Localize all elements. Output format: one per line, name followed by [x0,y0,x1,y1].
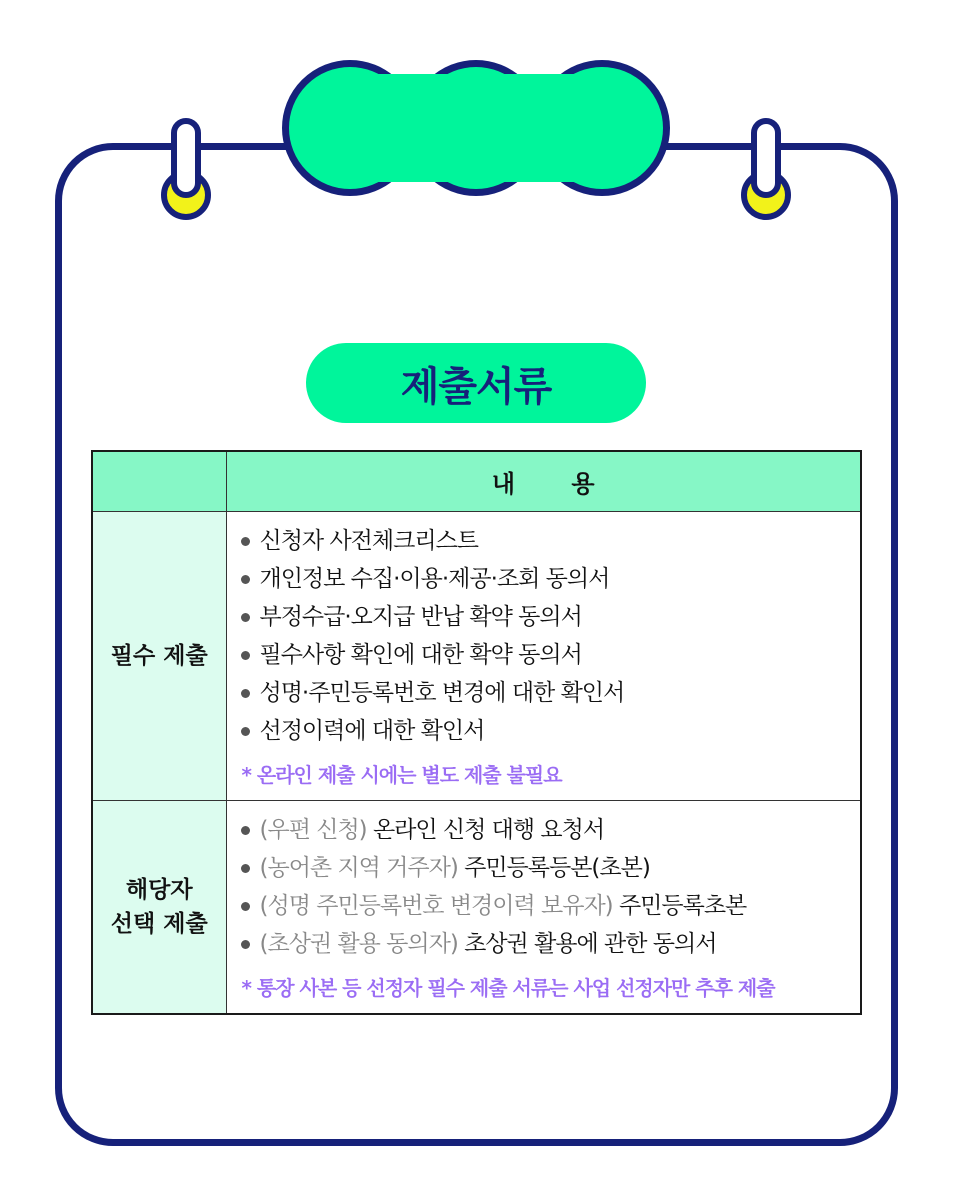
item-text: 신청자 사전체크리스트 [259,527,478,554]
binder-clip-right [751,118,781,198]
bullet-icon [241,651,250,660]
page-title: 제출서류 [400,363,552,410]
list-item [237,598,861,636]
item-condition: (초상권 활용 동의자) [259,930,465,957]
table-header-row [92,451,861,511]
list-item [237,674,861,712]
header-content-cell: 내 용 [226,451,861,511]
optional-note: * 통장 사본 등 선정자 필수 제출 서류는 사업 선정자만 추후 제출 [241,975,775,1000]
category-optional [92,800,226,1014]
item-text: 주민등록등본(초본) [464,854,650,881]
bullet-icon [241,902,250,911]
list-item [237,811,861,849]
item-text: 필수사항 확인에 대한 확약 동의서 [259,641,582,668]
title-badge [306,343,646,423]
item-text: 초상권 활용에 관한 동의서 [464,930,717,957]
item-text: 성명·주민등록번호 변경에 대한 확인서 [259,679,625,706]
optional-items-list [237,811,861,963]
category-optional-line1: 해당자 [125,876,193,903]
category-optional-line2: 선택 제출 [110,910,208,937]
documents-table [91,450,862,1015]
header-corner-cell [92,451,226,511]
bullet-icon [241,613,250,622]
list-item [237,522,861,560]
table-row-required [92,511,861,800]
bullet-icon [241,537,250,546]
list-item [237,560,861,598]
category-required: 필수 제출 [92,511,226,800]
bullet-icon [241,575,250,584]
table-row-optional [92,800,861,1014]
list-item [237,712,861,750]
required-list-cell [226,511,861,800]
optional-list-cell [226,800,861,1014]
list-item [237,849,861,887]
item-text: 온라인 신청 대행 요청서 [372,816,605,843]
required-items-list [237,522,861,750]
item-condition: (농어촌 지역 거주자) [259,854,465,881]
bullet-icon [241,689,250,698]
binder-clip-left [171,118,201,198]
item-text: 선정이력에 대한 확인서 [259,717,485,744]
bullet-icon [241,940,250,949]
item-condition: (성명 주민등록번호 변경이력 보유자) [259,892,619,919]
item-text: 개인정보 수집·이용·제공·조회 동의서 [259,565,610,592]
bullet-icon [241,826,250,835]
item-text: 주민등록초본 [618,892,747,919]
item-condition: (우편 신청) [259,816,373,843]
list-item [237,925,861,963]
bullet-icon [241,727,250,736]
required-note: * 온라인 제출 시에는 별도 제출 불필요 [241,762,562,787]
decor-bubble-fill [301,74,651,182]
bullet-icon [241,864,250,873]
list-item [237,636,861,674]
list-item [237,887,861,925]
item-text: 부정수급·오지급 반납 확약 동의서 [259,603,582,630]
